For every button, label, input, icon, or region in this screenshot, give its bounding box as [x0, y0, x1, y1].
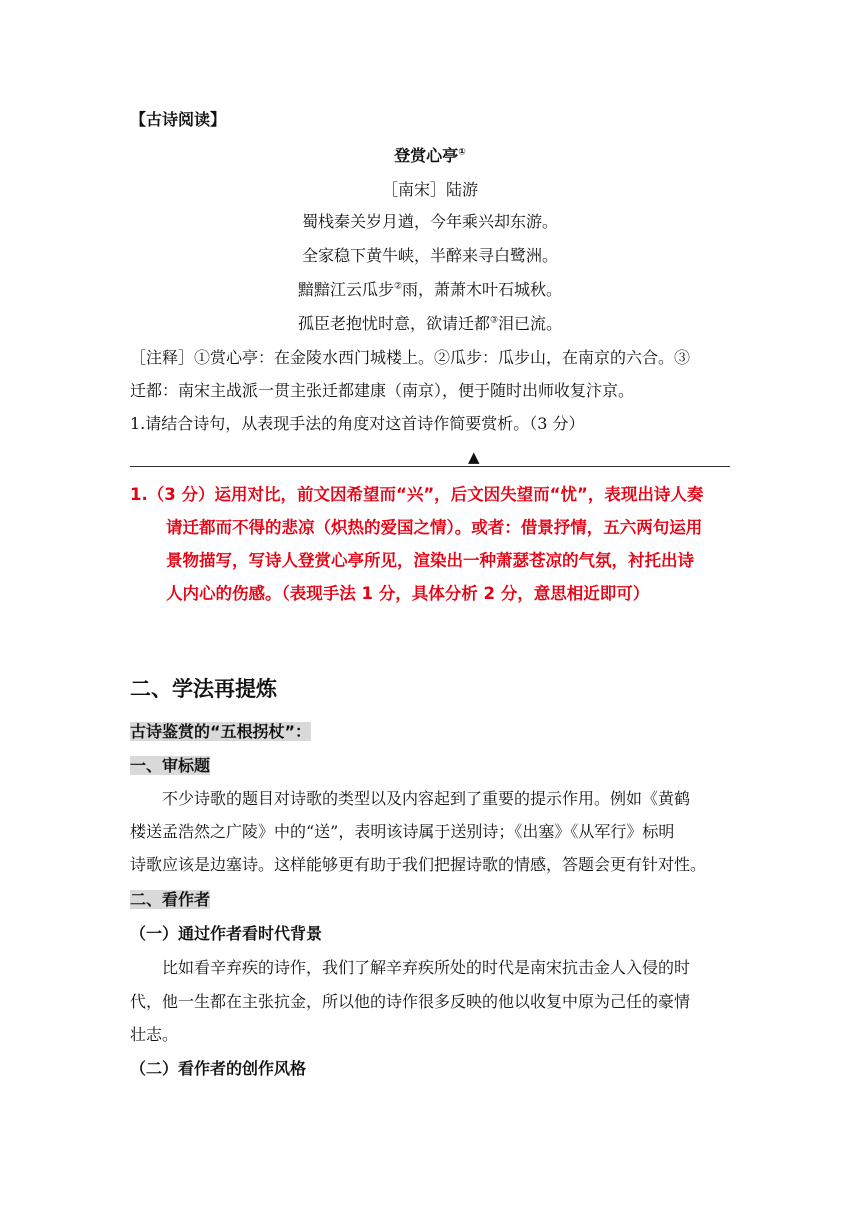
question-text: 1.请结合诗句，从表现手法的角度对这首诗作简要赏析。（3 分） — [130, 414, 585, 433]
footnote-mark: ③ — [489, 315, 499, 326]
section-heading: 二、学法再提炼 — [130, 677, 277, 701]
poem-line: 孤臣老抱忧时意，欲请迁都③泪已流。 — [297, 314, 563, 333]
paragraph-line: 壮志。 — [130, 1025, 179, 1044]
paragraph-line: 比如看辛弃疾的诗作，我们了解辛弃疾所处的时代是南宋抗击金人入侵的时 — [162, 958, 691, 977]
answer-placeholder-marker: ▲ — [468, 448, 480, 466]
poem-line: 黯黯江云瓜步②雨，萧萧木叶石城秋。 — [297, 280, 563, 299]
subitem-title: （二）看作者的创作风格 — [130, 1059, 307, 1078]
section-subheading: 古诗鉴赏的“五根拐杖”： — [130, 722, 312, 741]
answer-text: 请迁都而不得的悲凉（炽热的爱国之情）。或者：借景抒情，五六两句运用 — [166, 518, 703, 537]
paragraph-line: 代，他一生都在主张抗金，所以他的诗作很多反映的他以收复中原为己任的豪情 — [130, 992, 691, 1011]
answer-line — [130, 466, 730, 467]
subitem-title: （一）通过作者看时代背景 — [130, 924, 323, 943]
footnote-mark: ② — [393, 281, 403, 292]
answer-text: 人内心的伤感。（表现手法 1 分，具体分析 2 分，意思相近即可） — [166, 584, 650, 603]
poem-notes: ［注释］①赏心亭：在金陵水西门城楼上。②瓜步：瓜步山，在南京的六合。③ — [130, 348, 691, 367]
poem-author: ［南宋］陆游 — [381, 180, 478, 199]
item-title: 二、看作者 — [130, 890, 211, 909]
poem-title: 登赏心亭① — [394, 146, 466, 165]
paragraph-line: 楼送孟浩然之广陵》中的“送”，表明该诗属于送别诗；《出塞》《从军行》标明 — [130, 822, 675, 841]
answer-text: 景物描写，写诗人登赏心亭所见，渲染出一种萧瑟苍凉的气氛，衬托出诗 — [166, 551, 694, 570]
poem-line: 蜀栈秦关岁月遒，今年乘兴却东游。 — [301, 212, 558, 231]
paragraph-line: 诗歌应该是边塞诗。这样能够更有助于我们把握诗歌的情感，答题会更有针对性。 — [130, 855, 707, 874]
poem-line: 全家稳下黄牛峡，半醉来寻白鹭洲。 — [301, 246, 558, 265]
footnote-mark: ① — [458, 147, 466, 158]
poem-notes: 迁都：南宋主战派一贯主张迁都建康（南京），便于随时出师收复汴京。 — [130, 381, 635, 400]
answer-text: 1.（3 分）运用对比，前文因希望而“兴”，后文因失望而“忧”，表现出诗人奏 — [130, 485, 704, 504]
paragraph-line: 不少诗歌的题目对诗歌的类型以及内容起到了重要的提示作用。例如《黄鹤 — [162, 789, 691, 808]
item-title: 一、审标题 — [130, 756, 211, 775]
poem-section-header: 【古诗阅读】 — [130, 110, 227, 129]
